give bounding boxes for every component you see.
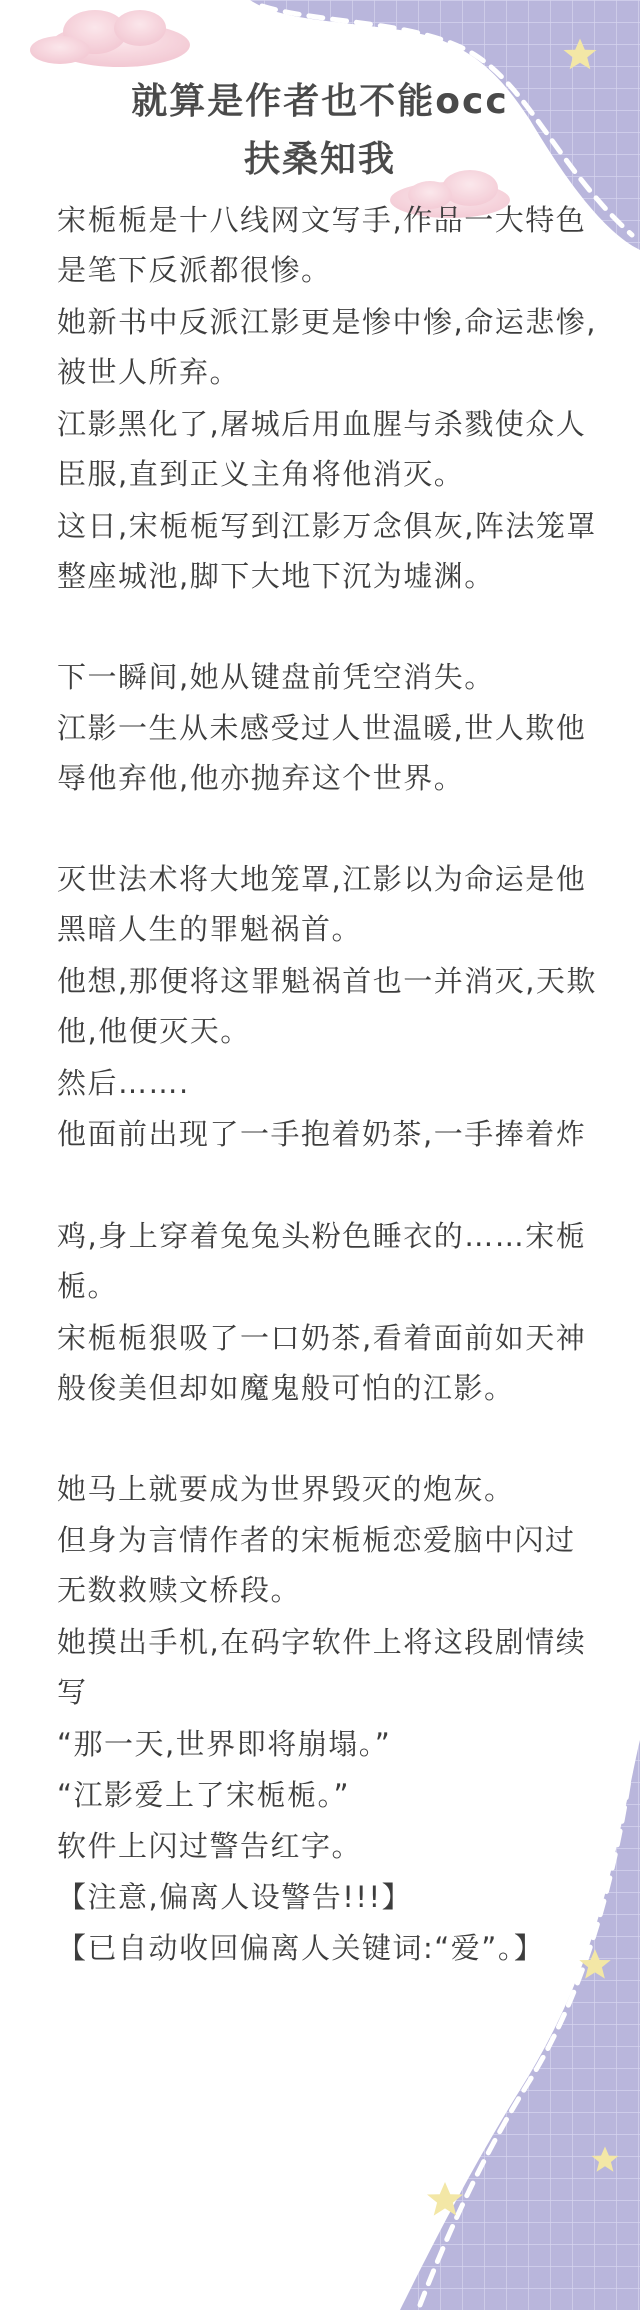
paragraph: 【注意,偏离人设警告!!!】	[57, 1880, 413, 1914]
paragraph: 他想,那便将这罪魁祸首也一并消灭,天欺他,他便灭天。	[57, 964, 597, 1048]
paragraph: 她摸出手机,在码字软件上将这段剧情续写	[57, 1625, 587, 1709]
paragraph: 灭世法术将大地笼罩,江影以为命运是他黑暗人生的罪魁祸首。	[57, 862, 587, 946]
paragraph: 她新书中反派江影更是惨中惨,命运悲惨,被世人所弃。	[57, 305, 597, 389]
paragraph: 但身为言情作者的宋栀栀恋爱脑中闪过无数救赎文桥段。	[57, 1523, 576, 1607]
story-title: 就算是作者也不能occ	[131, 81, 509, 122]
cloud-icon	[30, 10, 190, 67]
paragraph: 他面前出现了一手抱着奶茶,一手捧着炸	[57, 1117, 587, 1151]
paragraph: 软件上闪过警告红字。	[57, 1829, 363, 1863]
paragraph: 鸡,身上穿着兔兔头粉色睡衣的……宋栀栀。	[57, 1219, 587, 1303]
paragraph: 宋栀栀狠吸了一口奶茶,看着面前如天神般俊美但却如魔鬼般可怕的江影。	[57, 1321, 587, 1405]
paragraph: 宋栀栀是十八线网文写手,作品一大特色是笔下反派都很惨。	[57, 203, 587, 287]
paragraph: 江影黑化了,屠城后用血腥与杀戮使众人臣服,直到正义主角将他消灭。	[57, 407, 587, 491]
author-name: 扶桑知我	[243, 139, 396, 180]
paragraph: 然后…….	[57, 1066, 190, 1100]
paragraph: 江影一生从未感受过人世温暖,世人欺他辱他弃他,他亦抛弃这个世界。	[57, 711, 587, 795]
paragraph: 下一瞬间,她从键盘前凭空消失。	[57, 660, 495, 694]
paragraph: 她马上就要成为世界毁灭的炮灰。	[57, 1472, 515, 1506]
paragraph: “江影爱上了宋栀栀。”	[57, 1778, 351, 1812]
paragraph: 【已自动收回偏离人关键词:“爱”。】	[57, 1931, 545, 1965]
paragraph: “那一天,世界即将崩塌。”	[57, 1727, 392, 1761]
paragraph: 这日,宋栀栀写到江影万念俱灰,阵法笼罩整座城池,脚下大地下沉为墟渊。	[57, 509, 597, 593]
